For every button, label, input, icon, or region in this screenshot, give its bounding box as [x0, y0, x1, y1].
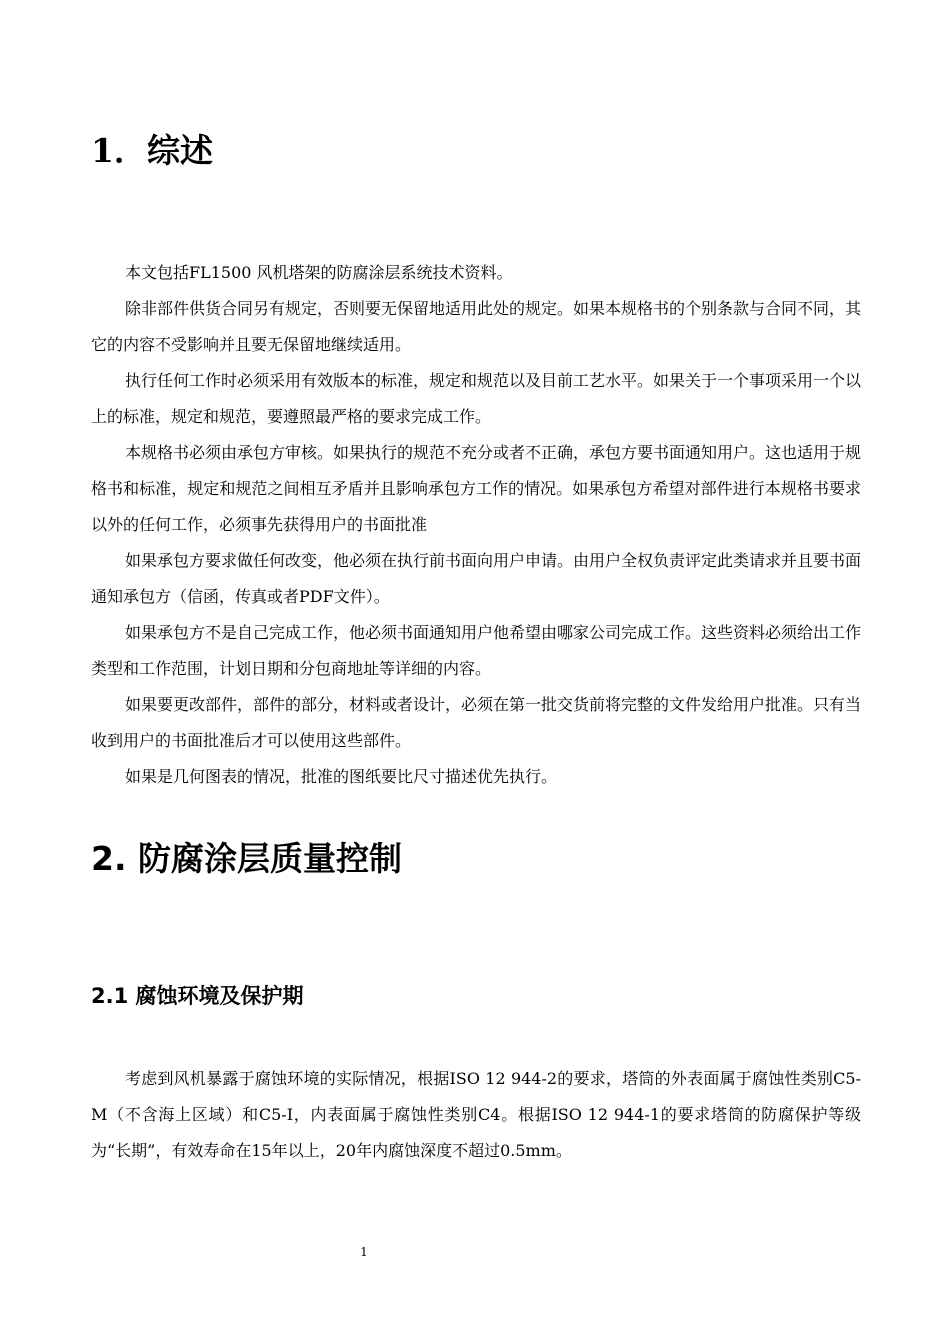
paragraph: 如果承包方要求做任何改变，他必须在执行前书面向用户申请。由用户全权负责评定此类请求并且要书面通知承包方（信函，传真或者PDF文件）。 [91, 551, 862, 606]
section-1-body [91, 255, 861, 795]
paragraph: 如果是几何图表的情况，批准的图纸要比尺寸描述优先执行。 [125, 767, 558, 786]
paragraph: 本文包括FL1500 风机塔架的防腐涂层系统技术资料。 [125, 263, 513, 282]
page-number: 1 [360, 1245, 368, 1259]
paragraph: 除非部件供货合同另有规定，否则要无保留地适用此处的规定。如果本规格书的个别条款与合同不同，其它的内容不受影响并且要无保留地继续适用。 [91, 299, 862, 354]
paragraph: 执行任何工作时必须采用有效版本的标准，规定和规范以及目前工艺水平。如果关于一个事项采用一个以上的标准，规定和规范，要遵照最严格的要求完成工作。 [91, 371, 862, 426]
section-2-heading: 2. 防腐涂层质量控制 [91, 839, 402, 878]
paragraph: 本规格书必须由承包方审核。如果执行的规范不充分或者不正确，承包方要书面通知用户。这也适用于规格书和标准，规定和规范之间相互矛盾并且影响承包方工作的情况。如果承包方希望对部件进行本规格书要求以外的任何工作，必须事先获得用户的书面批准 [91, 443, 862, 534]
paragraph: 如果要更改部件，部件的部分，材料或者设计，必须在第一批交货前将完整的文件发给用户批准。只有当收到用户的书面批准后才可以使用这些部件。 [91, 695, 862, 750]
paragraph: 考虑到风机暴露于腐蚀环境的实际情况，根据ISO 12 944-2的要求，塔筒的外表面属于腐蚀性类别C5-M（不含海上区域）和C5-I，内表面属于腐蚀性类别C4。根据ISO 12 944-1的要求塔筒的防腐保护等级为“长期”，有效寿命在15年以上，20年内腐蚀深度不超过0.5mm。 [91, 1069, 861, 1160]
section-2-1-body [91, 1061, 861, 1169]
section-2-1-heading: 2.1 腐蚀环境及保护期 [91, 984, 304, 1008]
section-1-heading: 1．综述 [91, 131, 213, 170]
paragraph: 如果承包方不是自己完成工作，他必须书面通知用户他希望由哪家公司完成工作。这些资料必须给出工作类型和工作范围，计划日期和分包商地址等详细的内容。 [91, 623, 862, 678]
